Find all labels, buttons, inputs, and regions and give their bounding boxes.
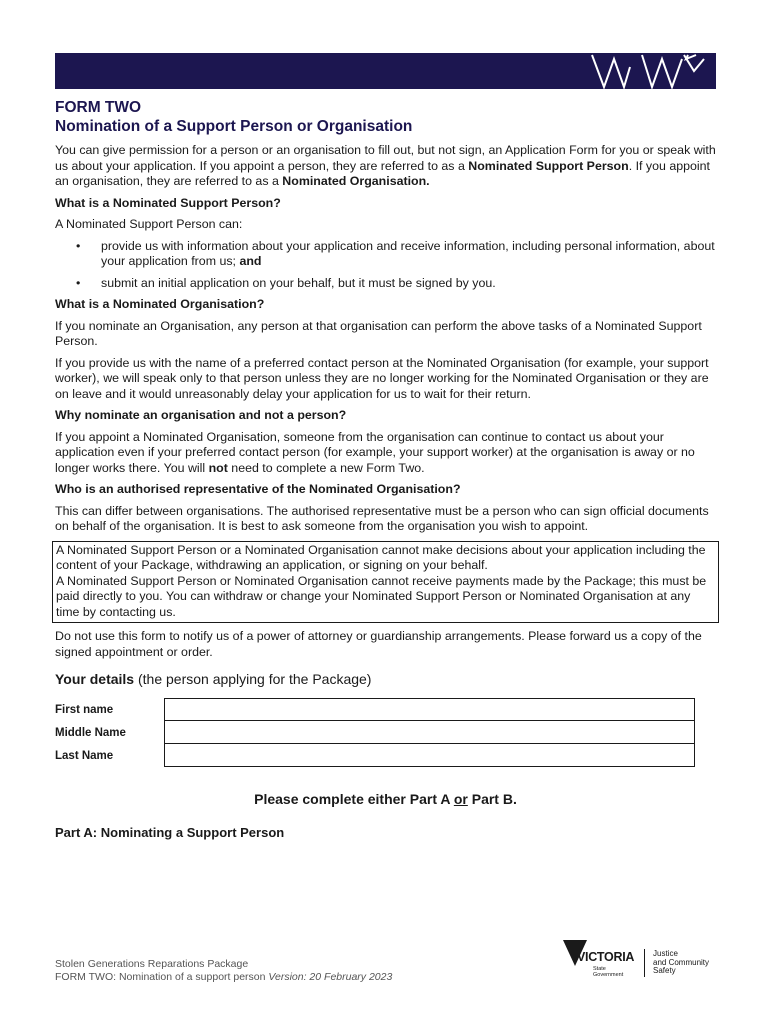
rep-paragraph: This can differ between organisations. The authorised representative must be a person who can sign official documents on behalf of the organisation. It is best to ask someone from the organisation you wish to appoint. [55, 503, 709, 533]
form-content [55, 99, 716, 840]
attorney-note: Do not use this form to notify us of a power of attorney or guardianship arrangements. Please forward us a copy of the signed appointment or order. [55, 629, 702, 659]
bullet-icon: • [76, 238, 81, 253]
why-heading: Why nominate an organisation and not a person? [55, 408, 347, 422]
middle-name-field[interactable] [164, 721, 695, 744]
org-heading: What is a Nominated Organisation? [55, 297, 265, 311]
your-details-heading: Your details (the person applying for the Package) [55, 671, 372, 687]
middle-name-label: Middle Name [55, 727, 126, 739]
state-government-label: State Government [593, 966, 624, 978]
banner-chevron-pattern [586, 53, 716, 89]
header-banner [55, 53, 716, 89]
person-bullet-list [55, 239, 716, 292]
form-title: Nomination of a Support Person or Organisation [55, 118, 413, 135]
page-footer [55, 958, 392, 984]
last-name-row [55, 744, 716, 767]
list-item: • provide us with information about your application and receive information, including personal information, about your application from us; and [76, 238, 715, 268]
list-item: • submit an initial application on your behalf, but it must be signed by you. [76, 275, 496, 290]
part-a-heading: Part A: Nominating a Support Person [55, 825, 285, 840]
first-name-field[interactable] [164, 698, 695, 721]
logo-divider [644, 949, 645, 977]
victoria-wordmark: VICTORIA [577, 950, 635, 964]
person-heading: What is a Nominated Support Person? [55, 195, 281, 210]
notice-box [52, 541, 719, 624]
why-paragraph: If you appoint a Nominated Organisation, someone from the organisation can continue to contact us about your application even if your preferred contact person (for example, your support worker) at the organisation is away or no longer works there. You will not need to complete a new Form Two. [55, 429, 695, 475]
first-name-label: First name [55, 704, 114, 716]
footer-program: Stolen Generations Reparations Package [55, 958, 249, 970]
org-paragraph-2: If you provide us with the name of a preferred contact person at the Nominated Organisation (for example, your support worker), we will speak only to that person unless they are no longer working for the Nominated Organisation or they are on leave and it would unreasonably delay your application for us to wait for their return. [55, 355, 709, 401]
org-paragraph-1: If you nominate an Organisation, any person at that organisation can perform the above tasks of a Nominated Support Person. [55, 318, 702, 348]
part-instruction: Please complete either Part A or Part B. [254, 791, 517, 807]
footer-form-version: FORM TWO: Nomination of a support person Version: 20 February 2023 [55, 971, 393, 983]
government-logos [563, 939, 723, 979]
department-label: Justice and Community Safety [653, 949, 710, 975]
first-name-row [55, 698, 716, 721]
person-lead: A Nominated Support Person can: [55, 217, 243, 231]
intro-paragraph: You can give permission for a person or an organisation to fill out, but not sign, an Application Form for you or speak with us about your application. If you appoint a person, they are referred to as a Nominated Support Person. If you appoint an organisation, they are referred to as a Nominated Organisation. [55, 143, 716, 188]
notice-line-1: A Nominated Support Person or a Nominated Organisation cannot make decisions about your application including the content of your Package, withdrawing an application, or signing on your behalf. [56, 542, 706, 572]
notice-line-2: A Nominated Support Person or Nominated Organisation cannot receive payments made by the Package; this must be paid directly to you. You can withdraw or change your Nominated Support Person or Nominated Organisation at any time by contacting us. [56, 573, 707, 619]
bullet-icon: • [76, 275, 81, 290]
middle-name-row [55, 721, 716, 744]
last-name-field[interactable] [164, 744, 695, 767]
your-details-fields [55, 698, 716, 767]
last-name-label: Last Name [55, 750, 114, 762]
rep-heading: Who is an authorised representative of the Nominated Organisation? [55, 482, 461, 496]
form-label: FORM TWO [55, 99, 142, 116]
